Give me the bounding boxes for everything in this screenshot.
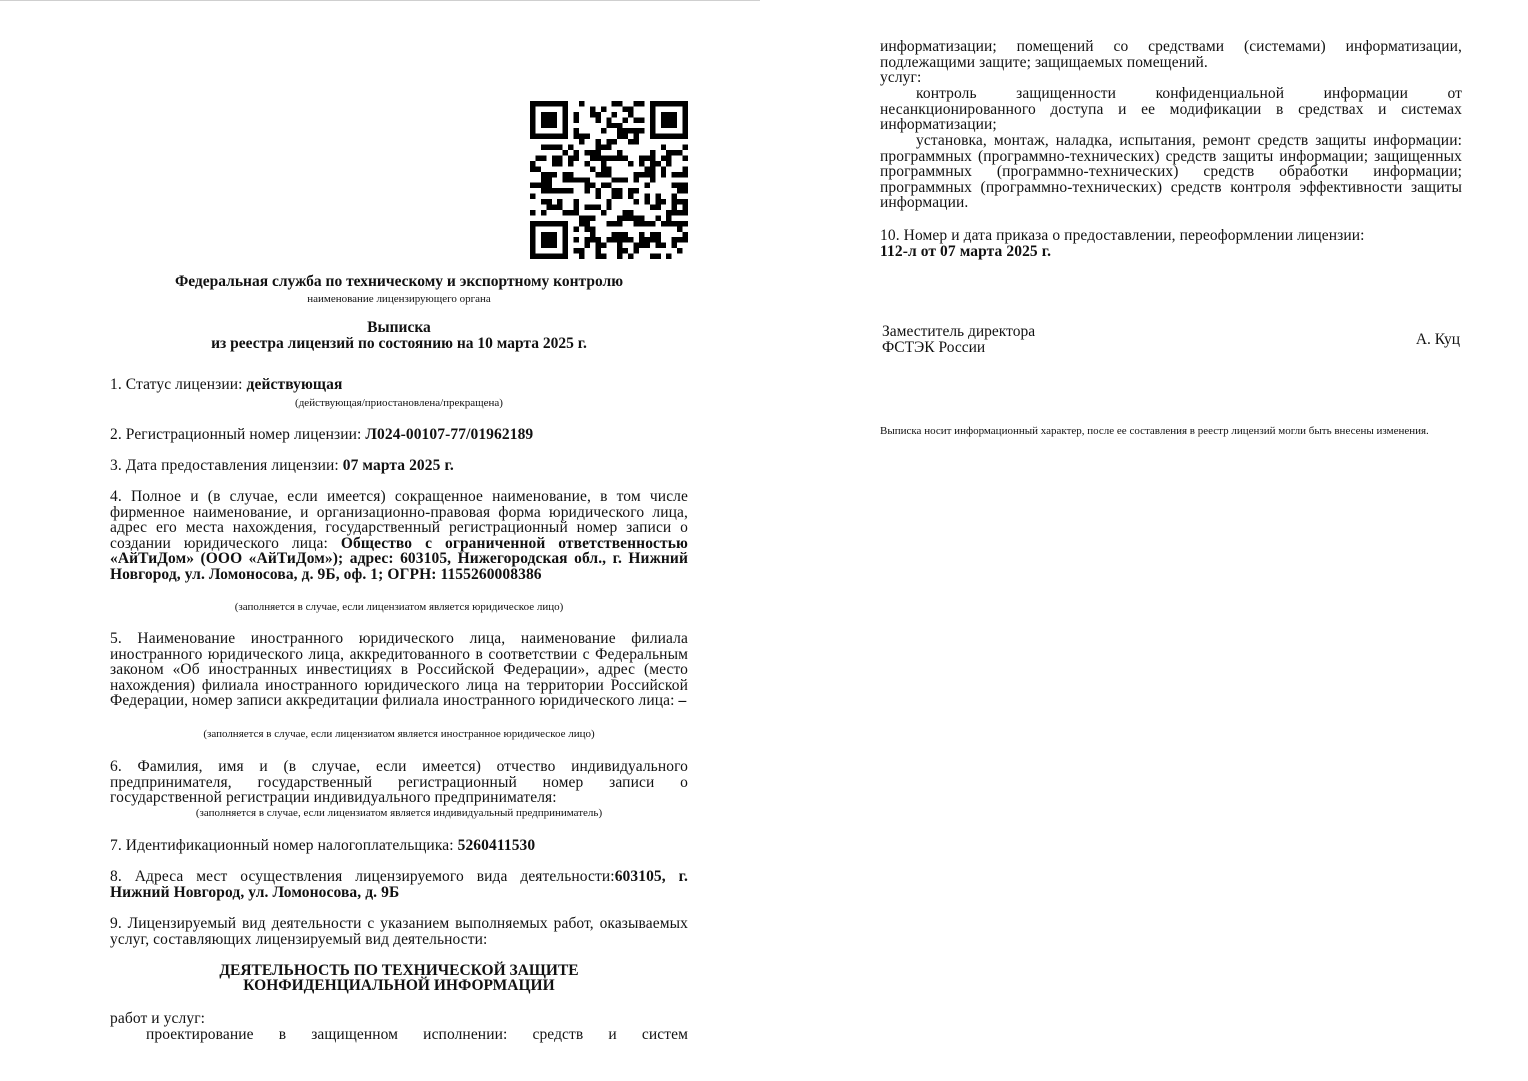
- continuation-paragraph: информатизации; помещений со средствами (системами) информатизации, подлежащими защите; защищаемых помещений.: [880, 38, 1462, 71]
- item-activity-address: [110, 869, 688, 900]
- activity-address-value: 603105, г. Нижний Новгород, ул. Ломоносова, д. 9Б: [110, 868, 689, 901]
- activity-title-line1: ДЕЯТЕЛЬНОСТЬ ПО ТЕХНИЧЕСКОЙ ЗАЩИТЕ: [219, 962, 579, 979]
- license-status-note: (действующая/приостановлена/прекращена): [295, 397, 503, 409]
- item-issue-date: [110, 458, 688, 474]
- signer-name: А. Куц: [1415, 331, 1460, 348]
- licensing-authority: Федеральная служба по техническому и экспортному контролю: [174, 273, 624, 290]
- item-text: 9. Лицензируемый вид деятельности с указанием выполняемых работ, оказываемых услуг, составляющих лицензируемый вид деятельности:: [110, 915, 688, 948]
- individual-entrepreneur-note: (заполняется в случае, если лицензиатом является индивидуальный предприниматель): [195, 807, 603, 819]
- registration-number-value: Л024-00107-77/01962189: [365, 426, 534, 443]
- item-label: 7. Идентификационный номер налогоплательщика:: [110, 837, 458, 854]
- item-foreign-entity: [110, 631, 688, 709]
- service-item-2: установка, монтаж, наладка, испытания, ремонт средств защиты информации: программных (программно-технических) средств защиты информации; защищенных программных (программно-технических) средств обработки информации; программных (программно-технических) средств контроля эффективности защиты информации.: [880, 132, 1462, 212]
- legal-entity-note: (заполняется в случае, если лицензиатом является юридическое лицо): [234, 601, 564, 613]
- works-label: работ и услуг:: [110, 1010, 206, 1027]
- item-label: 8. Адреса мест осуществления лицензируемого вида деятельности:: [110, 868, 615, 885]
- foreign-entity-note: (заполняется в случае, если лицензиатом является иностранное юридическое лицо): [203, 728, 595, 740]
- document-page-left: [0, 0, 760, 1081]
- works-line-text: проектирование в защищенном исполнении: средств и систем: [146, 1026, 688, 1043]
- issue-date-value: 07 марта 2025 г.: [342, 457, 454, 474]
- item-registration-number: [110, 427, 688, 443]
- item-order: 10. Номер и дата приказа о предоставлении, переоформлении лицензии:: [880, 227, 1365, 244]
- activity-title-line2: КОНФИДЕНЦИАЛЬНОЙ ИНФОРМАЦИИ: [243, 977, 555, 994]
- order-value: 112-л от 07 марта 2025 г.: [880, 243, 1052, 260]
- item-licensed-activity: [110, 916, 688, 947]
- item-text: 5. Наименование иностранного юридического лица, наименование филиала иностранного юридического лица, аккредитованного в соответствии с Федеральным законом «Об иностранных инвестициях в Российской Федерации», адрес (место нахождения) филиала иностранного юридического лица на территории Российской Федерации, номер записи аккредитации филиала иностранного юридического лица:: [110, 630, 688, 710]
- legal-entity-value: Общество с ограниченной ответственностью «АйТиДом» (ООО «АйТиДом»); адрес: 603105, Нижегородская обл., г. Нижний Новгород, ул. Ломоносова, д. 9Б, оф. 1; ОГРН: 1155260008386: [110, 534, 688, 583]
- footer-disclaimer: Выписка носит информационный характер, после ее составления в реестр лицензий могли быть внесены изменения.: [880, 425, 1429, 437]
- document-page-right: [762, 0, 1528, 1080]
- item-inn: [110, 838, 688, 854]
- qr-code: [530, 101, 688, 259]
- signer-title-line1: Заместитель директора: [882, 323, 1036, 340]
- item-label: 3. Дата предоставления лицензии:: [110, 457, 343, 474]
- inn-value: 5260411530: [457, 837, 536, 854]
- item-label: 1. Статус лицензии:: [110, 376, 247, 393]
- licensing-authority-note: наименование лицензирующего органа: [307, 293, 491, 305]
- signer-title-line2: ФСТЭК России: [882, 339, 986, 356]
- service-item-1: контроль защищенности конфиденциальной информации от несанкционированного доступа и ее модификации в средствах и системах информатизации;: [880, 85, 1462, 134]
- document-title: Выписка: [367, 319, 431, 336]
- foreign-entity-value: –: [678, 692, 687, 710]
- item-text: 6. Фамилия, имя и (в случае, если имеется) отчество индивидуального предпринимателя, государственный регистрационный номер записи о государственной регистрации индивидуального предпринимателя:: [110, 758, 688, 807]
- services-label: услуг:: [880, 69, 922, 86]
- item-text: 4. Полное и (в случае, если имеется) сокращенное наименование, в том числе фирменное наименование, и организационно-правовая форма юридического лица, адрес его места нахождения, государственный регистрационный номер записи о создании юридического лица:: [110, 488, 688, 552]
- document-subtitle: из реестра лицензий по состоянию на 10 марта 2025 г.: [211, 335, 587, 352]
- item-individual-entrepreneur: [110, 759, 688, 806]
- item-legal-entity: [110, 489, 688, 583]
- license-status-value: действующая: [246, 376, 343, 393]
- item-license-status: [110, 377, 688, 393]
- works-line: [110, 1027, 688, 1043]
- item-label: 2. Регистрационный номер лицензии:: [110, 426, 366, 443]
